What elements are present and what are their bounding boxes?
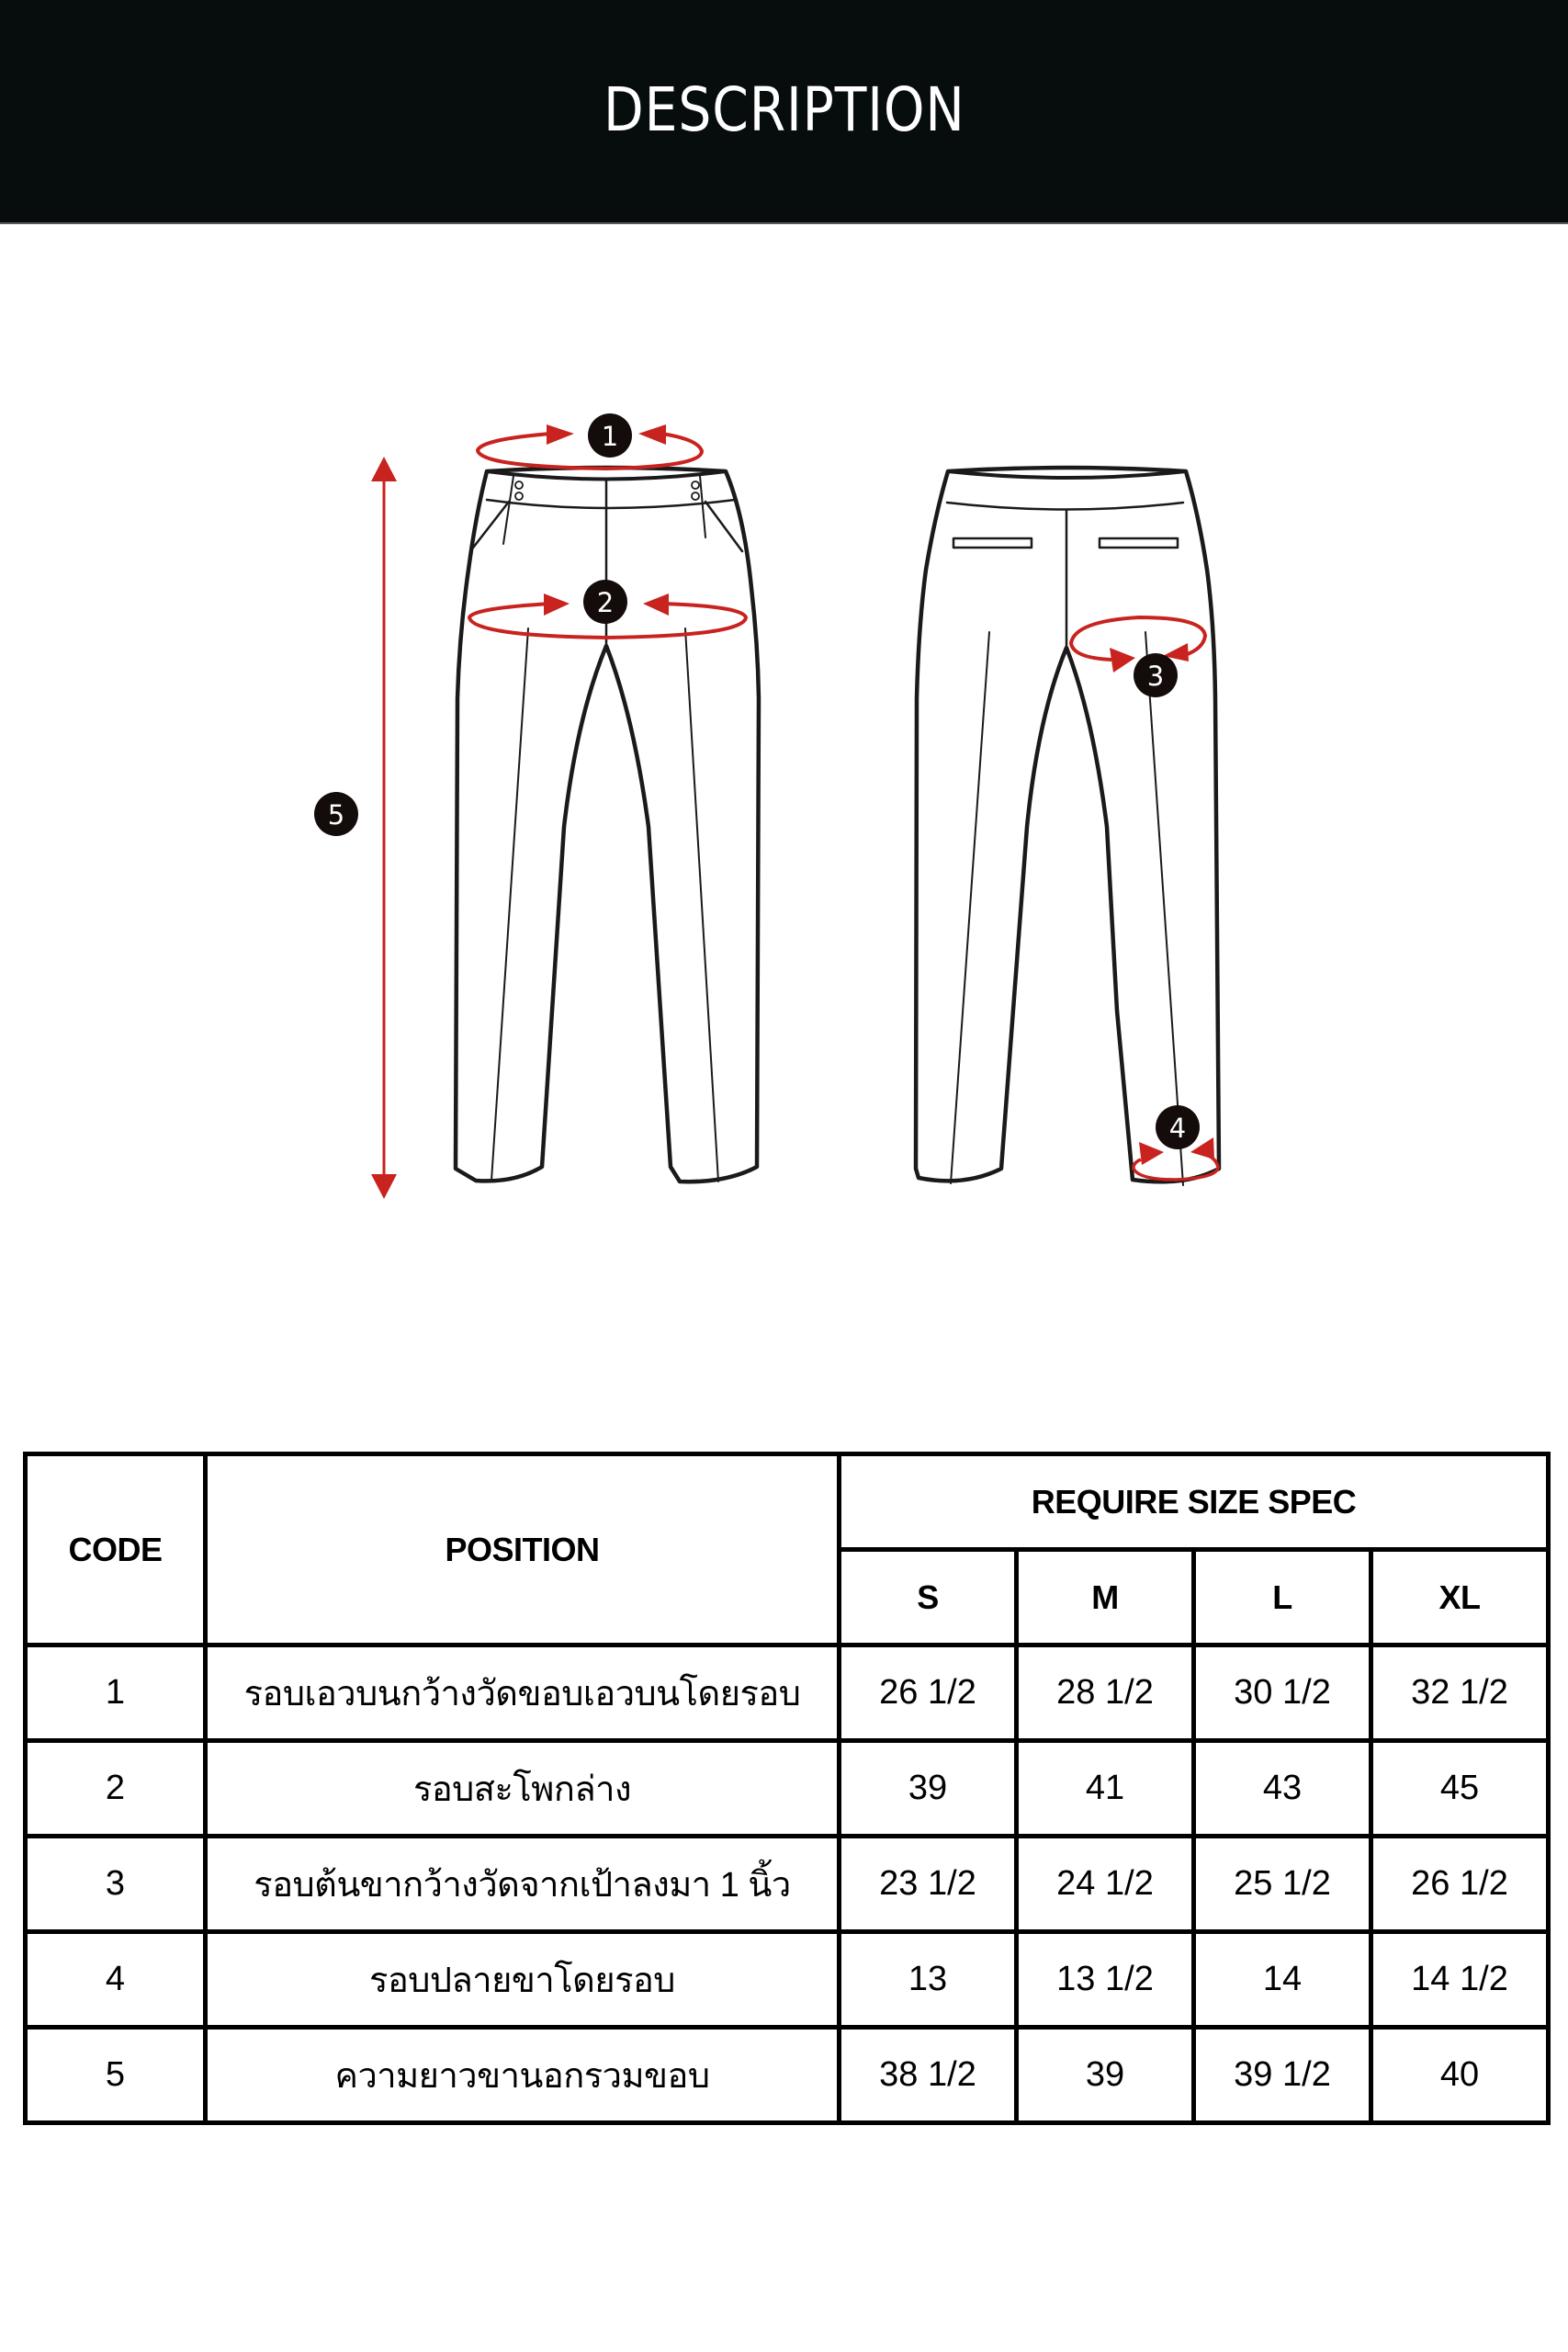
marker-label-2: 2 (596, 587, 615, 618)
back-left-pocket (953, 538, 1032, 548)
arrow-right-icon (547, 424, 574, 445)
arrow-down-icon (371, 1174, 397, 1199)
marker-label-4: 4 (1168, 1113, 1187, 1144)
header-size-l: L (1194, 1550, 1371, 1645)
value-s: 38 1/2 (840, 2028, 1017, 2123)
row-code: 3 (26, 1837, 206, 1932)
arrow-left-icon (638, 424, 666, 445)
header-position: POSITION (206, 1454, 840, 1645)
front-button (515, 481, 523, 489)
value-l: 43 (1194, 1741, 1371, 1837)
table-row (26, 2028, 1549, 2123)
front-left-crease (491, 628, 528, 1181)
pants-measurement-diagram (0, 224, 1568, 1327)
row-position: รอบต้นขากว้างวัดจากเป้าลงมา 1 นิ้ว (206, 1837, 840, 1932)
arrow-up-icon (371, 457, 397, 481)
front-button (692, 492, 699, 500)
value-m: 41 (1017, 1741, 1194, 1837)
arrow-left-icon (643, 594, 669, 616)
page-header (0, 0, 1568, 224)
front-pants-illustration (456, 468, 759, 1182)
front-right-crease (685, 628, 718, 1182)
row-code: 4 (26, 1932, 206, 2028)
value-xl: 45 (1371, 1741, 1549, 1837)
value-xl: 14 1/2 (1371, 1932, 1549, 2028)
value-m: 28 1/2 (1017, 1645, 1194, 1741)
measure-waist (478, 413, 702, 469)
size-spec-table (23, 1452, 1551, 2125)
value-m: 13 1/2 (1017, 1932, 1194, 2028)
marker-label-5: 5 (327, 799, 345, 831)
front-waistband-seam (487, 500, 735, 508)
arrow-right-icon (544, 594, 570, 616)
header-size-s: S (840, 1550, 1017, 1645)
measure-hem (1134, 1105, 1218, 1180)
back-right-pocket (1100, 538, 1178, 548)
back-pants-illustration (916, 468, 1219, 1185)
header-code: CODE (26, 1454, 206, 1645)
arrow-right-icon (1139, 1142, 1164, 1165)
diagram-svg (0, 224, 1568, 1327)
value-l: 25 1/2 (1194, 1837, 1371, 1932)
value-l: 39 1/2 (1194, 2028, 1371, 2123)
back-waistband-seam (947, 503, 1183, 510)
row-position: รอบปลายขาโดยรอบ (206, 1932, 840, 2028)
back-right-crease (1145, 632, 1183, 1185)
front-right-belt-loop (700, 476, 705, 537)
header-size-m: M (1017, 1550, 1194, 1645)
row-position: รอบเอวบนกว้างวัดขอบเอวบนโดยรอบ (206, 1645, 840, 1741)
table-row (26, 1741, 1549, 1837)
value-s: 26 1/2 (840, 1645, 1017, 1741)
table-row (26, 1837, 1549, 1932)
value-l: 14 (1194, 1932, 1371, 2028)
value-xl: 32 1/2 (1371, 1645, 1549, 1741)
measure-length (314, 457, 397, 1199)
value-m: 24 1/2 (1017, 1837, 1194, 1932)
measure-thigh (1071, 617, 1205, 697)
front-button (692, 481, 699, 489)
value-xl: 40 (1371, 2028, 1549, 2123)
measure-hip (469, 580, 746, 638)
value-m: 39 (1017, 2028, 1194, 2123)
marker-label-1: 1 (601, 421, 619, 452)
back-waistband-top (948, 471, 1186, 478)
row-code: 1 (26, 1645, 206, 1741)
back-left-crease (951, 632, 989, 1183)
arrow-right-icon (1110, 648, 1135, 673)
value-xl: 26 1/2 (1371, 1837, 1549, 1932)
row-position: รอบสะโพกล่าง (206, 1741, 840, 1837)
value-s: 13 (840, 1932, 1017, 2028)
front-button (515, 492, 523, 500)
page-title: DESCRIPTION (603, 74, 965, 145)
row-code: 5 (26, 2028, 206, 2123)
table-row (26, 1645, 1549, 1741)
front-waistband-top (487, 471, 726, 480)
marker-label-3: 3 (1146, 661, 1165, 692)
header-require-size-spec: REQUIRE SIZE SPEC (840, 1454, 1549, 1550)
table-row (26, 1932, 1549, 2028)
value-l: 30 1/2 (1194, 1645, 1371, 1741)
value-s: 39 (840, 1741, 1017, 1837)
row-position: ความยาวขานอกรวมขอบ (206, 2028, 840, 2123)
header-size-xl: XL (1371, 1550, 1549, 1645)
value-s: 23 1/2 (840, 1837, 1017, 1932)
row-code: 2 (26, 1741, 206, 1837)
front-left-belt-loop (503, 476, 513, 544)
